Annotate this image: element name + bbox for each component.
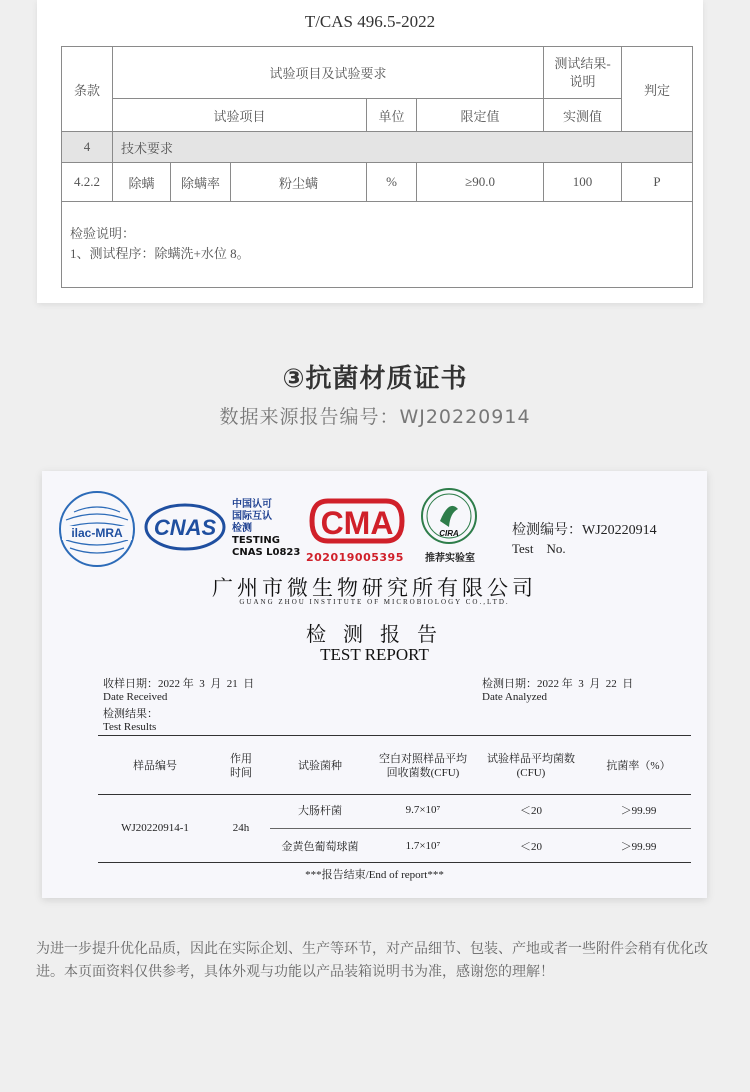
section-label: 技术要求 bbox=[113, 132, 693, 163]
date-received: 收样日期：2022 年 3 月 21 日 Date Received bbox=[103, 678, 255, 703]
company-name: 广州市微生物研究所有限公司 bbox=[212, 576, 537, 600]
cell-sample-no: WJ20220914-1 bbox=[121, 822, 189, 834]
cell-test-2: ＜20 bbox=[520, 840, 542, 853]
header-unit: 单位 bbox=[367, 99, 417, 132]
cell-rate-1: ＞99.99 bbox=[586, 793, 691, 828]
date-analyzed: 检测日期：2022 年 3 月 22 日 Date Analyzed bbox=[482, 678, 634, 703]
header-clause: 条款 bbox=[62, 47, 113, 132]
cma-number: 202019005395 bbox=[306, 551, 404, 564]
notes-cell bbox=[62, 202, 693, 288]
ilac-mra-logo-icon bbox=[58, 490, 136, 568]
cell-time: 24h bbox=[232, 822, 250, 834]
cira-label: 推荐实验室 bbox=[425, 553, 475, 564]
report-number-en: Test No. bbox=[512, 541, 566, 556]
cell-strain-2: 金黄色葡萄球菌 bbox=[281, 840, 359, 853]
svg-text:CNAS: CNAS bbox=[153, 515, 217, 540]
company-name-en: GUANG ZHOU INSTITUTE OF MICROBIOLOGY CO.,LTD. bbox=[239, 598, 510, 606]
cell-blank-1: 9.7×10⁷ bbox=[370, 793, 476, 828]
hdr-blank: 空白对照样品平均回收菌数(CFU) bbox=[379, 753, 467, 779]
cell-blank-2: 1.7×10⁷ bbox=[405, 839, 441, 852]
section-clause: 4 bbox=[62, 132, 113, 163]
row-unit: % bbox=[367, 163, 417, 202]
report-number: 检测编号：WJ20220914 bbox=[512, 523, 657, 538]
row-item3: 粉尘螨 bbox=[231, 163, 367, 202]
header-result-desc: 测试结果-说明 bbox=[544, 47, 622, 99]
certificate-card bbox=[42, 471, 707, 898]
end-of-report: ***报告结束/End of report*** bbox=[305, 869, 444, 881]
notes-title: 检验说明： bbox=[70, 226, 136, 241]
row-limit: ≥90.0 bbox=[417, 163, 544, 202]
cell-strain-1: 大肠杆菌 bbox=[270, 793, 370, 828]
rule-top bbox=[98, 735, 691, 736]
row-judgement: P bbox=[622, 163, 693, 202]
antibacterial-table bbox=[98, 739, 691, 863]
cnas-logo-icon bbox=[144, 501, 226, 553]
svg-text:CMA: CMA bbox=[320, 505, 394, 541]
cell-rate-2: ＞99.99 bbox=[620, 840, 657, 853]
section-title: ③抗菌材质证书 bbox=[282, 364, 468, 394]
cira-logo-icon bbox=[420, 487, 478, 545]
header-test-item: 试验项目 bbox=[113, 99, 367, 132]
report-card-top bbox=[37, 0, 703, 303]
hdr-test: 试验样品平均菌数(CFU) bbox=[487, 753, 575, 779]
row-clause: 4.2.2 bbox=[62, 163, 113, 202]
header-limit: 限定值 bbox=[417, 99, 544, 132]
hdr-strain: 试验菌种 bbox=[298, 760, 342, 772]
row-item2: 除螨率 bbox=[171, 163, 231, 202]
disclaimer-text: 为进一步提升优化品质，因此在实际企划、生产等环节，对产品细节、包装、产地或者一些附件会稍有优化改进。本页面资料仅供参考，具体外观与功能以产品装箱说明书为准，感谢您的理解！ bbox=[36, 941, 708, 980]
report-title: 检 测 报 告 bbox=[306, 624, 443, 646]
hdr-time: 作用时间 bbox=[230, 753, 252, 779]
notes-line1: 1、测试程序：除螨洗+水位 8。 bbox=[70, 246, 250, 261]
row-measured: 100 bbox=[544, 163, 622, 202]
test-results: 检测结果： Test Results bbox=[103, 708, 158, 733]
cnas-text: 中国认可 国际互认 检测 TESTING CNAS L0823 bbox=[232, 499, 301, 558]
header-measured: 实测值 bbox=[544, 99, 622, 132]
hdr-rate: 抗菌率（%） bbox=[606, 760, 671, 772]
cma-logo-icon bbox=[308, 495, 406, 555]
section-subtitle: 数据来源报告编号：WJ20220914 bbox=[219, 406, 531, 428]
cell-test-1: ＜20 bbox=[476, 793, 586, 828]
header-test-items: 试验项目及试验要求 bbox=[113, 47, 544, 99]
svg-text:ilac-MRA: ilac-MRA bbox=[71, 526, 123, 540]
header-judgement: 判定 bbox=[622, 47, 693, 132]
svg-text:CIRA: CIRA bbox=[439, 529, 459, 538]
hdr-sample-no: 样品编号 bbox=[133, 760, 177, 772]
standard-title: T/CAS 496.5-2022 bbox=[304, 12, 436, 31]
report-title-en: TEST REPORT bbox=[320, 645, 429, 664]
row-item1: 除螨 bbox=[113, 163, 171, 202]
test-table bbox=[61, 46, 693, 288]
